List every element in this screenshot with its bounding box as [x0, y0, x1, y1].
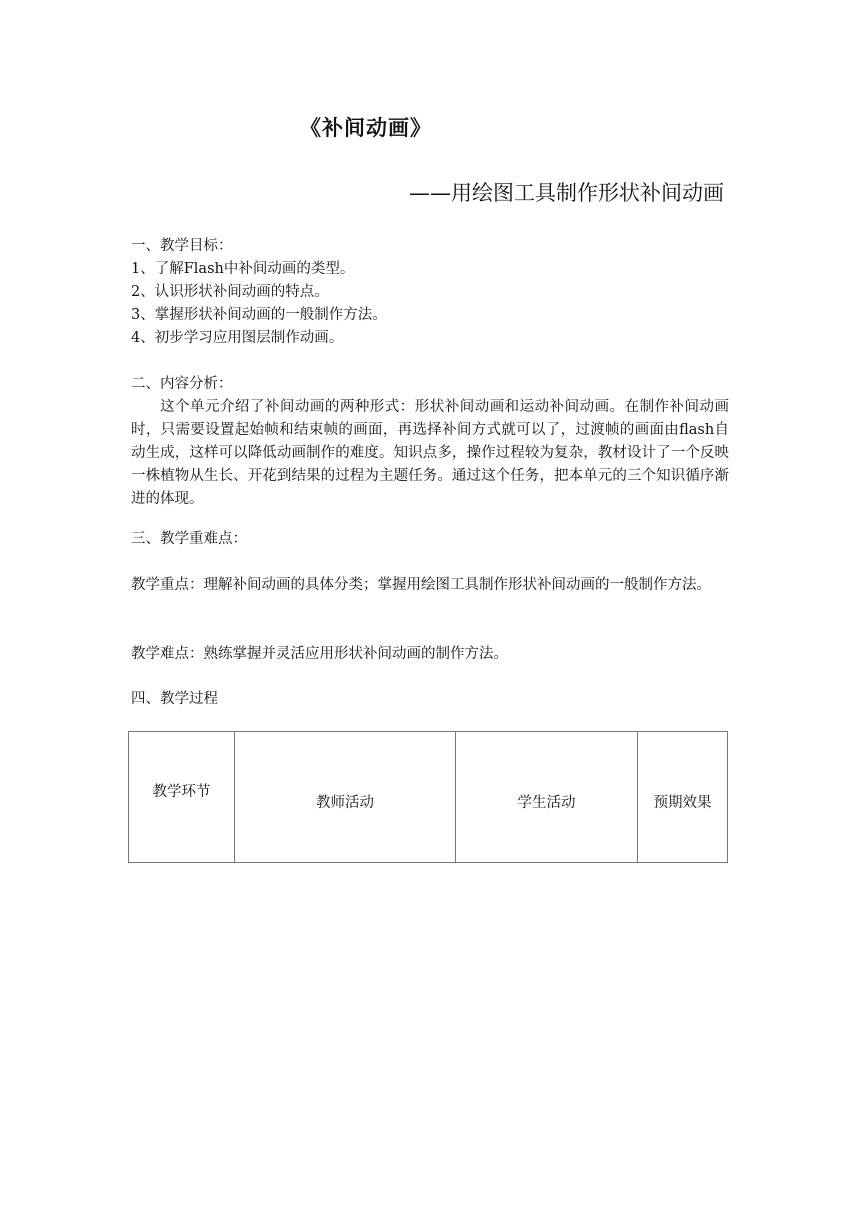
table-header-cell: 学生活动 — [456, 732, 638, 863]
teaching-focus-text: 教学重点：理解补间动画的具体分类；掌握用绘图工具制作形状补间动画的一般制作方法。 — [131, 577, 711, 593]
document-subtitle: ——用绘图工具制作形状补间动画 — [409, 181, 724, 205]
teaching-focus — [131, 574, 729, 597]
table-header-cell: 教师活动 — [235, 732, 456, 863]
table-header-cell: 预期效果 — [638, 732, 728, 863]
key-points-heading: 三、教学重难点： — [131, 531, 247, 547]
content-analysis-section — [131, 373, 729, 511]
teaching-process-section — [131, 688, 729, 711]
key-points-section — [131, 528, 729, 551]
teaching-difficulty — [131, 643, 729, 666]
teaching-process-table — [128, 731, 728, 863]
goal-item: 4、初步学习应用图层制作动画。 — [131, 330, 344, 346]
process-heading: 四、教学过程 — [131, 691, 218, 707]
teaching-difficulty-text: 教学难点：熟练掌握并灵活应用形状补间动画的制作方法。 — [131, 646, 508, 662]
table-header-cell: 教学环节 — [129, 732, 235, 863]
goals-heading: 一、教学目标： — [131, 238, 233, 254]
analysis-heading: 二、内容分析： — [131, 376, 233, 392]
analysis-body: 这个单元介绍了补间动画的两种形式：形状补间动画和运动补间动画。在制作补间动画时，只需要设置起始帧和结束帧的画面，再选择补间方式就可以了，过渡帧的画面由flash自动生成，这样可以降低动画制作的难度。知识点多，操作过程较为复杂，教材设计了一个反映一株植物从生长、开花到结果的过程为主题任务。通过这个任务，把本单元的三个知识循序渐进的体现。 — [131, 399, 729, 507]
table-header-row — [129, 732, 728, 863]
document-title: 《补间动画》 — [300, 116, 432, 140]
goal-item: 3、掌握形状补间动画的一般制作方法。 — [131, 307, 387, 323]
teaching-goals-section — [131, 235, 729, 350]
goal-item: 1、了解Flash中补间动画的类型。 — [131, 261, 355, 277]
goal-item: 2、认识形状补间动画的特点。 — [131, 284, 329, 300]
